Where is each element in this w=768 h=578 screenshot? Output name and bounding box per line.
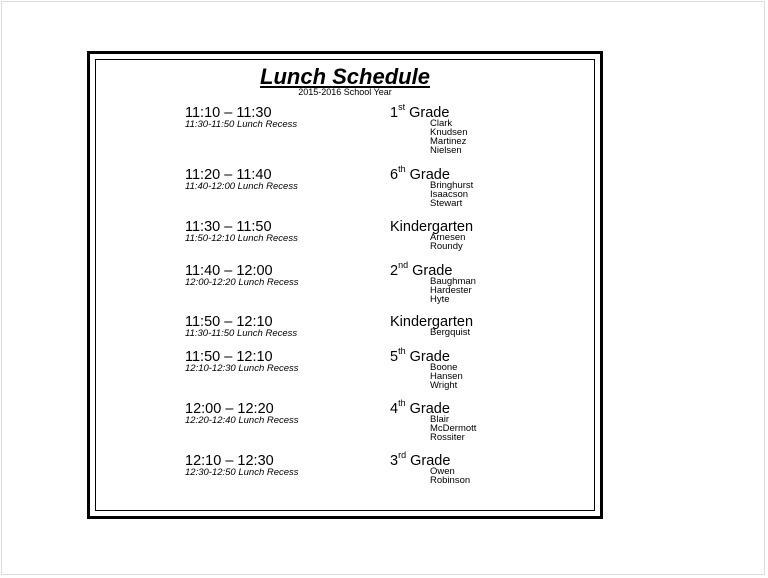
teacher-name: Knudsen <box>430 126 468 138</box>
teacher-name: Bergquist <box>430 327 471 338</box>
grade-label: 4th Grade <box>390 398 450 417</box>
teacher-list <box>430 234 465 252</box>
grade-ordinal-suffix: rd <box>398 450 407 461</box>
grade-ordinal-suffix: th <box>398 398 406 409</box>
schedule-sheet <box>87 51 603 519</box>
teacher-list <box>430 416 476 443</box>
teacher-name: Arnesen <box>430 232 466 243</box>
teacher-name: Bringhurst <box>430 180 474 191</box>
lunch-recess: 11:30-11:50 Lunch Recess <box>185 328 298 339</box>
lunch-time: 11:40 – 12:00 <box>185 263 273 279</box>
lunch-recess: 11:40-12:00 Lunch Recess <box>185 181 298 192</box>
teacher-name: Owen <box>430 466 455 477</box>
teacher-list <box>430 364 463 391</box>
lunch-recess: 11:30-11:50 Lunch Recess <box>185 119 298 130</box>
teacher-name: Roundy <box>430 240 463 252</box>
grade-label: 2nd Grade <box>390 260 453 279</box>
teacher-name: Robinson <box>430 474 471 486</box>
teacher-list <box>430 278 476 305</box>
teacher-name: Hyte <box>430 293 450 305</box>
teacher-name: Clark <box>430 118 453 129</box>
lunch-time: 11:10 – 11:30 <box>185 105 272 121</box>
grade-ordinal-suffix: th <box>398 164 406 175</box>
grade-ordinal-suffix: st <box>398 102 406 113</box>
lunch-time: 11:50 – 12:10 <box>185 349 273 365</box>
lunch-time: 12:10 – 12:30 <box>185 453 274 469</box>
teacher-name: McDermott <box>430 422 477 434</box>
teacher-list <box>430 182 473 209</box>
teacher-name: Wright <box>430 379 458 391</box>
teacher-list <box>430 120 468 156</box>
teacher-name: Baughman <box>430 276 476 287</box>
schedule-inner-border <box>95 59 595 511</box>
grade-label: Kindergarten <box>390 219 474 235</box>
teacher-name: Hardester <box>430 284 472 296</box>
lunch-time: 11:30 – 11:50 <box>185 219 272 235</box>
teacher-name: Martinez <box>430 135 467 147</box>
teacher-name: Stewart <box>430 197 463 209</box>
school-year-subtitle: 2015-2016 School Year <box>298 87 392 97</box>
teacher-name: Isaacson <box>430 188 469 200</box>
teacher-list <box>430 329 470 338</box>
lunch-recess: 12:20-12:40 Lunch Recess <box>185 415 299 426</box>
teacher-name: Nielsen <box>430 144 462 156</box>
lunch-time: 11:50 – 12:10 <box>185 314 273 330</box>
grade-label: 6th Grade <box>390 164 450 183</box>
schedule-title: Lunch Schedule <box>260 64 430 89</box>
lunch-time: 12:00 – 12:20 <box>185 401 274 417</box>
lunch-recess: 12:30-12:50 Lunch Recess <box>185 467 299 478</box>
teacher-name: Hansen <box>430 370 463 382</box>
teacher-name: Rossiter <box>430 431 465 443</box>
grade-label: 3rd Grade <box>390 450 451 469</box>
grade-label: Kindergarten <box>390 314 474 330</box>
lunch-recess: 12:00-12:20 Lunch Recess <box>185 277 299 288</box>
teacher-list <box>430 468 470 486</box>
grade-ordinal-suffix: th <box>398 346 406 357</box>
lunch-recess: 11:50-12:10 Lunch Recess <box>185 233 298 244</box>
teacher-name: Blair <box>430 414 450 425</box>
lunch-time: 11:20 – 11:40 <box>185 167 272 183</box>
lunch-recess: 12:10-12:30 Lunch Recess <box>185 363 299 374</box>
grade-ordinal-suffix: nd <box>398 260 409 271</box>
grade-label: 1st Grade <box>390 102 450 121</box>
teacher-name: Boone <box>430 362 458 373</box>
grade-label: 5th Grade <box>390 346 450 365</box>
